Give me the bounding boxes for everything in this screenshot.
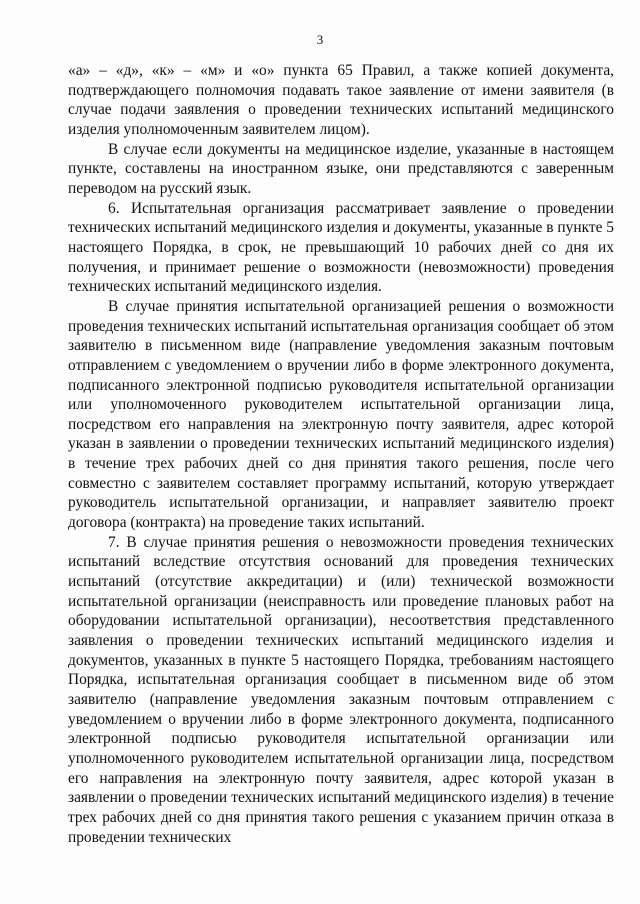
paragraph-positive-decision: В случае принятия испытательной организацией решения о возможности проведения технических испытаний испытательная организация сообщает об этом заявителю в письменном виде (направление уведомления заказным почтовым отправлением с уведомлением о вручении либо в форме электронного документа, подписанного электронной подписью руководителя испытательной организации или уполномоченного руководителем испытательной организации лица, посредством его направления на электронную почту заявителя, адрес которой указан в заявлении о проведении технических испытаний медицинского изделия) в течение трех рабочих дней со дня принятия такого решения, после чего совместно с заявителем составляет программу испытаний, которую утверждает руководитель испытательной организации, и направляет заявителю проект договора (контракта) на проведение таких испытаний. (68, 297, 614, 532)
paragraph-item-7: 7. В случае принятия решения о невозможности проведения технических испытаний вследствие отсутствия оснований для проведения технических испытаний (отсутствие аккредитации) и (или) технической возможности испытательной организации (неисправность или проведение плановых работ на оборудовании испытательной организации), несоответствия представленного заявления о проведении технических испытаний медицинского изделия и документов, указанных в пункте 5 настоящего Порядка, требованиям настоящего Порядка, испытательная организация сообщает в письменном виде об этом заявителю (направление уведомления заказным почтовым отправлением с уведомлением о вручении либо в форме электронного документа, подписанного электронной подписью руководителя испытательной организации или уполномоченного руководителем испытательной организации лица, посредством его направления на электронную почту заявителя, адрес которой указан в заявлении о проведении технических испытаний медицинского изделия) в течение трех рабочих дней со дня принятия такого решения с указанием причин отказа в проведении технических (68, 533, 614, 846)
paragraph-continuation: «а» – «д», «к» – «м» и «о» пункта 65 Правил, а также копией документа, подтверждающего полномочия подавать такое заявление от имени заявителя (в случае подачи заявления о проведении технических испытаний медицинского изделия уполномоченным заявителем лицом). (68, 62, 614, 138)
paragraph-foreign-language-documents: В случае если документы на медицинское изделие, указанные в настоящем пункте, составлены на иностранном языке, они представляются с заверенным переводом на русский язык. (68, 140, 614, 197)
paragraph-item-6: 6. Испытательная организация рассматривает заявление о проведении технических испытаний медицинского изделия и документы, указанные в пункте 5 настоящего Порядка, в срок, не превышающий 10 рабочих дней со дня их получения, и принимает решение о возможности (невозможности) проведения технических испытаний медицинского изделия. (68, 199, 614, 296)
document-body (68, 61, 614, 847)
page-number: 3 (316, 32, 324, 47)
